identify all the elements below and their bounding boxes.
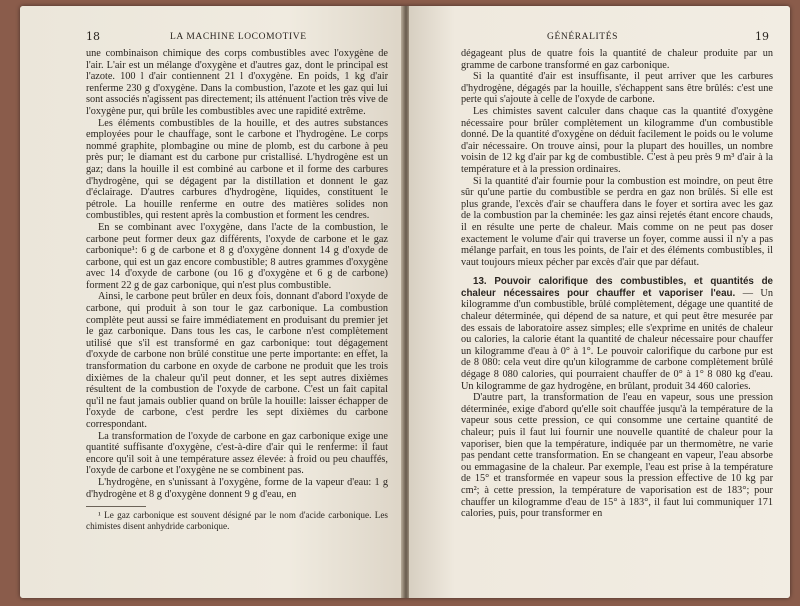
right-running-head: GÉNÉRALITÉS bbox=[547, 32, 618, 42]
paragraph: D'autre part, la transformation de l'eau en vapeur, sous une pression déterminée, exige d'abord qu'elle soit chauffée jusqu'à la température de la vapeur sous cette pression, ce qui consomme une certaine quantité de chaleur; puis il faut lui fournir une nouvelle quantité de chaleur pour la vaporiser, bien que la température, indiquée par un thermomètre, ne varie pas pendant cette transformation. En se changeant en vapeur, l'eau absorbe ou emmagasine de la chaleur. Par exemple, l'eau est prise à la température de 15° et transformée en vapeur sous la pression effective de 10 kg par cm²; à cette pression, la température de vaporisation est de 183°; pour chauffer un kilogramme d'eau de 15° à 183°, il faut lui communiquer 171 calories, puis, pour transformer en bbox=[461, 392, 773, 520]
right-page-number: 19 bbox=[755, 30, 769, 43]
paragraph: En se combinant avec l'oxygène, dans l'acte de la combustion, le carbone peut former deux gaz différents, l'oxyde de carbone et le gaz carbonique¹: 6 g de carbone et 8 g d'oxygène donnent 14 g d'oxyde de carbone, qui est un gaz encore combustible; 8 autres grammes d'oxygène avec 14 d'oxyde de carbone (ou 16 g d'oxygène et 6 g de carbone) forment 22 g de gaz carbonique, qui n'est plus combustible. bbox=[86, 221, 388, 291]
left-page-text bbox=[86, 48, 388, 531]
section-title: 13. Pouvoir calorifique des combustibles, et quantités de chaleur nécessaires pour chauffer et vaporiser l'eau. bbox=[461, 276, 773, 299]
book-spread bbox=[20, 6, 790, 598]
footnote bbox=[86, 510, 388, 531]
left-running-head: LA MACHINE LOCOMOTIVE bbox=[170, 32, 307, 42]
left-page-number: 18 bbox=[86, 30, 100, 43]
paragraph: dégageant plus de quatre fois la quantité de chaleur produite par un gramme de carbone transformé en gaz carbonique. bbox=[461, 48, 773, 71]
paragraph: Si la quantité d'air fournie pour la combustion est moindre, on peut être sûr qu'une partie du combustible se perdra en gaz non brûlés. Si elle est plus grande, l'excès d'air se chauffera dans le foyer et sortira avec les gaz de la combustion par la cheminée: les gaz ainsi rejetés étant encore chauds, il en résulte une perte de chaleur. Mais comme on ne peut pas doser exactement le volume d'air qui traverse un foyer, comme aussi il n'y a pas mélange parfait, en tous les points, de l'air et des éléments combustibles, il vaut toujours mieux pécher par excès d'air que par défaut. bbox=[461, 175, 773, 268]
right-page bbox=[409, 6, 790, 598]
left-page bbox=[20, 6, 403, 598]
paragraph: Ainsi, le carbone peut brûler en deux fois, donnant d'abord l'oxyde de carbone, qui produit à son tour le gaz carbonique. La combustion complète peut aussi se faire immédiatement en produisant du premier jet le gaz carbonique. Dans tous les cas, le carbone n'est complètement utilisé que s'il est transformé en gaz carbonique: tout dégagement d'oxyde de carbone non brûlé constitue une perte importante: en effet, la transformation du carbone en oxyde de carbone ne produit que les trois dixièmes de la chaleur qu'il peut donner, et les sept autres dixièmes résultent de la combustion de l'oxyde de carbone. C'est un fait capital qu'il ne faut jamais oublier quand on brûle la houille: laisser échapper de l'oxyde de carbone, c'est perdre les sept dixièmes du carbone correspondant. bbox=[86, 291, 388, 430]
paragraph: Les éléments combustibles de la houille, et des autres substances employées pour le chauffage, sont le carbone et l'hydrogène. Le corps nommé graphite, plombagine ou mine de plomb, est du carbone à peu près pur; le diamant est du carbone pur cristallisé. L'hydrogène est un gaz; dans la houille il est combiné au carbone et il forme des carbures d'hydrogène, qui se dégagent par la distillation et donnent le gaz d'éclairage. D'autres carbures d'hydrogène, liquides, constituent le pétrole. La houille renferme en outre des matières solides non combustibles, qui restent après la combustion et forment les cendres. bbox=[86, 117, 388, 222]
section-paragraph: — Un kilogramme d'un combustible, brûlé complètement, dégage une quantité de chaleur déterminée, qui dépend de sa nature, et qui peut être mesurée par des essais de laboratoire assez simples; elle s'exprime en unités de chaleur ou calories, la calorie étant la quantité de chaleur nécessaire pour chauffer un kilogramme d'eau à 0° à 1°. Le pouvoir calorifique du carbone pur est de 8 080: cela veut dire qu'un kilogramme de carbone complètement brûlé dégage 8 080 calories, qui pourraient chauffer de 0° à 1° 8 080 kg d'eau. Un kilogramme de gaz hydrogène, en brûlant, produit 34 460 calories. bbox=[461, 287, 773, 392]
paragraph: une combinaison chimique des corps combustibles avec l'oxygène de l'air. L'air est un mélange d'oxygène et d'autres gaz, dont le principal est l'azote. 100 l d'air contiennent 21 l d'oxygène. En poids, 1 kg d'air renferme 230 g d'oxygène. Dans la combustion, l'azote et les gaz qui lui sont associés n'agissent pas directement; ils atténuent l'action très vive de l'oxygène pur, qui brûle les combustibles avec une rapidité extrême. bbox=[86, 48, 388, 117]
right-page-text bbox=[461, 48, 773, 520]
section-13 bbox=[461, 276, 773, 392]
paragraph: L'hydrogène, en s'unissant à l'oxygène, forme de la vapeur d'eau: 1 g d'hydrogène et 8 g d'oxygène donnent 9 g d'eau, en bbox=[86, 476, 388, 500]
paragraph: Si la quantité d'air est insuffisante, il peut arriver que les carbures d'hydrogène, dégagés par la houille, s'échappent sans être brûlés: c'est une perte qui s'ajoute à celle de l'oxyde de carbone. bbox=[461, 71, 773, 106]
footnote-rule bbox=[86, 506, 146, 507]
paragraph: Les chimistes savent calculer dans chaque cas la quantité d'oxygène nécessaire pour brûler complètement un kilogramme d'un combustible donné. De la quantité d'oxygène on déduit facilement le poids ou le volume d'air nécessaire. On trouve ainsi, pour la plupart des houilles, un nombre voisin de 12 kg d'air par kg de combustible. C'est à peu près 9 m³ d'air à la température et à la pression ordinaires. bbox=[461, 105, 773, 175]
paragraph: La transformation de l'oxyde de carbone en gaz carbonique exige une quantité suffisante d'oxygène, c'est-à-dire d'air qui le renferme: il faut encore qu'il soit à une température assez élevée: à froid ou peu chauffés, l'oxyde de carbone et l'oxygène ne se combinent pas. bbox=[86, 430, 388, 477]
footnote-text: ¹ Le gaz carbonique est souvent désigné par le nom d'acide carbonique. Les chimistes disent anhydride carbonique. bbox=[86, 510, 388, 531]
